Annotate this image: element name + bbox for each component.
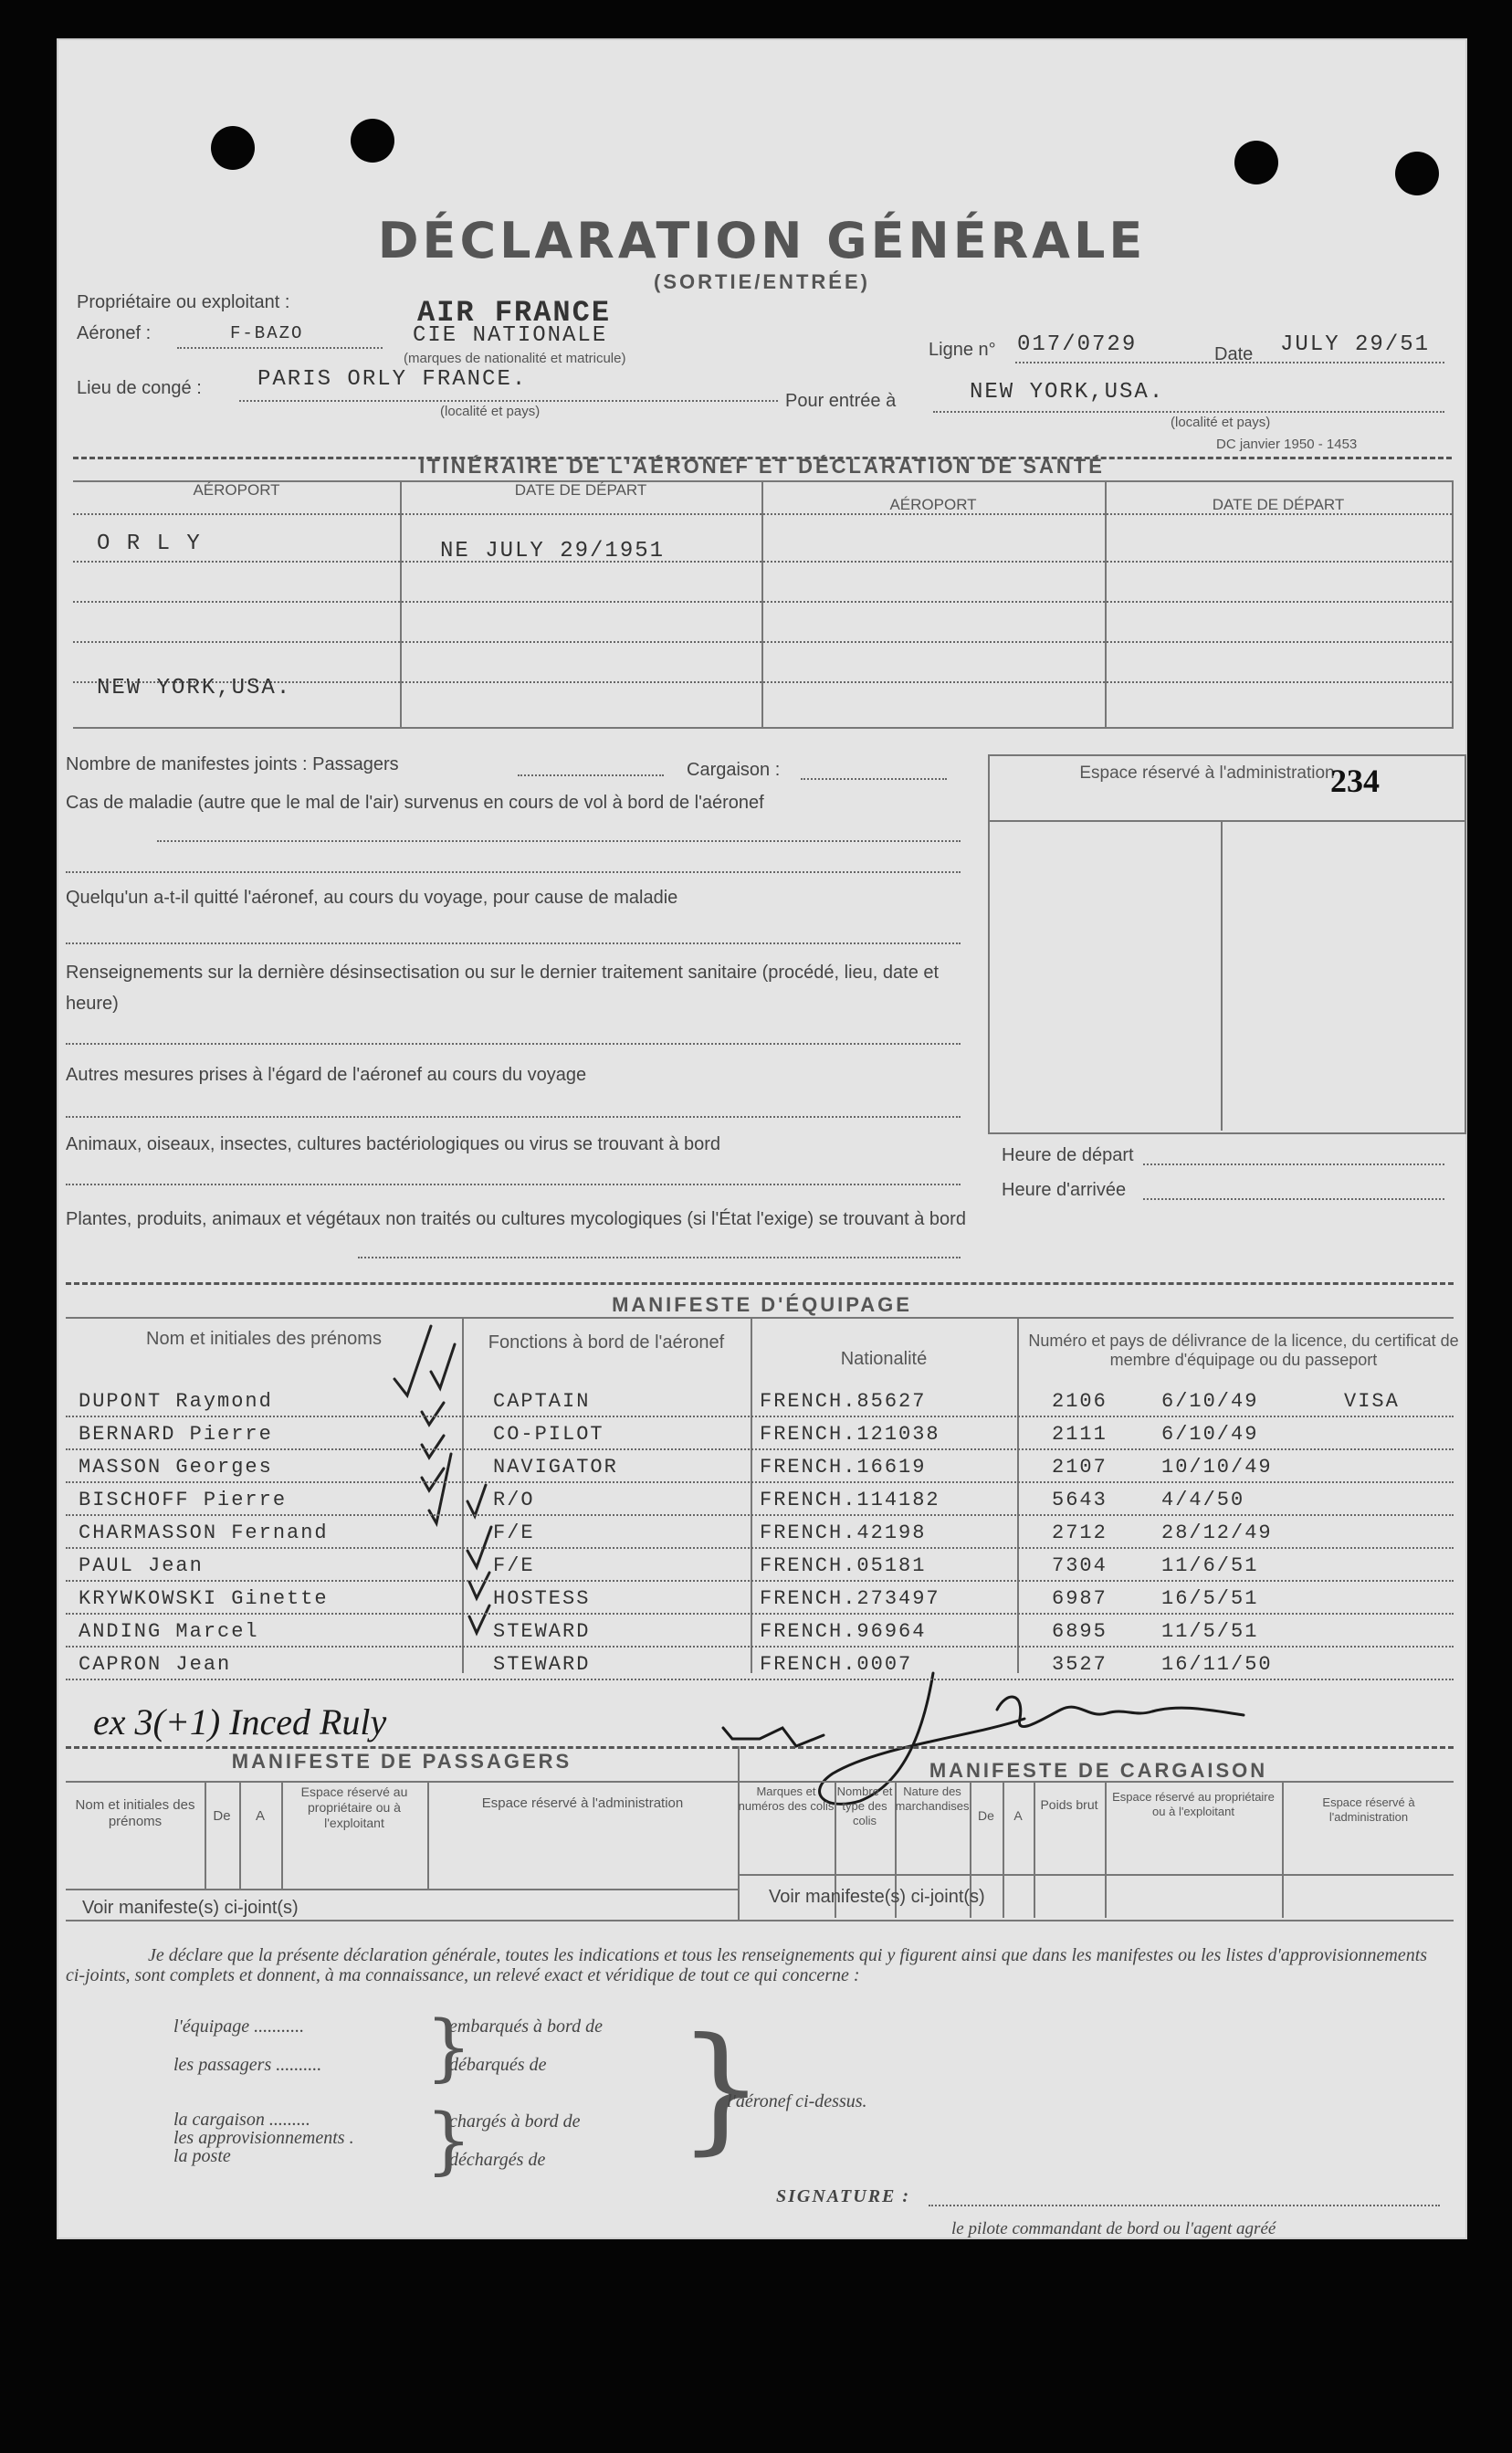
crew-row-rule — [66, 1514, 1454, 1516]
crew-col-function: Fonctions à bord de l'aéronef — [488, 1332, 725, 1353]
crew-license-date: 16/5/51 — [1161, 1587, 1259, 1610]
crew-license-date: 10/10/49 — [1161, 1456, 1273, 1479]
crew-nationality: FRENCH.96964 — [760, 1620, 927, 1643]
declaration-mail-item: la poste — [173, 2146, 231, 2166]
crew-nationality: FRENCH.273497 — [760, 1587, 940, 1610]
owner-label: Propriétaire ou exploitant : — [77, 292, 290, 312]
crew-name: BERNARD Pierre — [79, 1423, 273, 1446]
brace-icon: } — [677, 2009, 765, 2168]
document-page — [57, 38, 1467, 2239]
check-mark — [429, 1454, 451, 1523]
brace-icon: } — [425, 2098, 472, 2183]
crew-license-number: 2111 — [1052, 1423, 1108, 1446]
illness-label: Cas de maladie (autre que le mal de l'air) survenus en cours de vol à bord de l'aéronef — [66, 793, 764, 813]
signature-label: SIGNATURE : — [776, 2186, 911, 2206]
punch-hole — [1395, 152, 1439, 195]
check-mark — [467, 1485, 486, 1516]
check-mark — [394, 1326, 431, 1395]
crew-name: PAUL Jean — [79, 1554, 204, 1577]
crew-nationality: FRENCH.05181 — [760, 1554, 927, 1577]
crew-function: R/O — [493, 1489, 535, 1511]
crew-license-number: 6987 — [1052, 1587, 1108, 1610]
crew-license-date: 11/6/51 — [1161, 1554, 1259, 1577]
crew-row-rule — [66, 1679, 1454, 1680]
nationality-note: (marques de nationalité et matricule) — [404, 351, 626, 366]
cargo-col-from: De — [978, 1808, 994, 1823]
crew-name: BISCHOFF Pierre — [79, 1489, 288, 1511]
passenger-manifest-heading: MANIFESTE DE PASSAGERS — [231, 1750, 572, 1773]
departure-value: PARIS ORLY FRANCE. — [257, 367, 528, 392]
itinerary-col-date-2: DATE DE DÉPART — [1212, 496, 1345, 513]
crew-license-date: 4/4/50 — [1161, 1489, 1245, 1511]
crew-function: CAPTAIN — [493, 1390, 591, 1413]
plants-label: Plantes, produits, animaux et végétaux non traités ou cultures mycologiques (si l'État l'exige) se trouvant à bord — [66, 1209, 966, 1229]
crew-row-rule — [66, 1448, 1454, 1450]
crew-license-date: 28/12/49 — [1161, 1521, 1273, 1544]
passenger-col-to: A — [255, 1808, 265, 1824]
crew-license-date: 6/10/49 — [1161, 1390, 1259, 1413]
crew-license-date: 16/11/50 — [1161, 1653, 1273, 1676]
crew-function: F/E — [493, 1521, 535, 1544]
crew-function: F/E — [493, 1554, 535, 1577]
crew-row-rule — [66, 1613, 1454, 1615]
check-mark — [469, 1606, 489, 1633]
declaration-unloaded: déchargés de — [449, 2150, 546, 2170]
cargo-manifest-heading: MANIFESTE DE CARGAISON — [929, 1759, 1268, 1782]
declaration-aircraft: l'aéronef ci-dessus. — [727, 2091, 867, 2111]
crew-license-number: 2712 — [1052, 1521, 1108, 1544]
cargo-col-owner: Espace réservé au propriétaire ou à l'exploitant — [1112, 1790, 1275, 1818]
crew-nationality: FRENCH.85627 — [760, 1390, 927, 1413]
crew-license-number: 7304 — [1052, 1554, 1108, 1577]
itinerary-col-airport-1: AÉROPORT — [193, 481, 280, 499]
check-mark — [422, 1469, 444, 1490]
aircraft-value: F-BAZO — [230, 323, 304, 343]
left-aircraft-label: Quelqu'un a-t-il quitté l'aéronef, au cours du voyage, pour cause de maladie — [66, 888, 678, 908]
signature-note: le pilote commandant de bord ou l'agent agréé — [951, 2219, 1276, 2238]
crew-license-number: 6895 — [1052, 1620, 1108, 1643]
itinerary-airport-orly: O R L Y — [97, 532, 202, 556]
declaration-cargo-item: la cargaison ......... — [173, 2110, 310, 2130]
passenger-col-owner: Espace réservé au propriétaire ou à l'exploitant — [300, 1784, 408, 1830]
crew-name: CAPRON Jean — [79, 1653, 232, 1676]
admin-reserved-box — [988, 754, 1466, 1134]
declaration-supplies-item: les approvisionnements . — [173, 2128, 354, 2148]
entry-value: NEW YORK,USA. — [970, 380, 1165, 405]
check-mark — [431, 1344, 455, 1388]
brace-icon: } — [425, 2005, 472, 2090]
crew-row-rule — [66, 1646, 1454, 1648]
crew-manifest-heading: MANIFESTE D'ÉQUIPAGE — [612, 1293, 912, 1316]
cargo-manifests-label: Cargaison : — [687, 760, 781, 780]
check-mark — [422, 1403, 444, 1425]
crew-license-extra: VISA — [1344, 1390, 1400, 1413]
crew-license-number: 3527 — [1052, 1653, 1108, 1676]
crew-function: NAVIGATOR — [493, 1456, 618, 1479]
passenger-col-admin: Espace réservé à l'administration — [481, 1795, 684, 1811]
declaration-passengers-item: les passagers .......... — [173, 2055, 322, 2075]
declaration-crew-item: l'équipage ........... — [173, 2016, 305, 2037]
line-label: Ligne n° — [929, 340, 996, 360]
declaration-text: Je déclare que la présente déclaration générale, toutes les indications et tous les renseignements qui y figurent ainsi que dans les manifestes ou les listes d'approvisionnements ci-joints, sont complets et donnent, à ma connaissance, un relevé exact et véridique de tout ce qui concerne : — [66, 1945, 1428, 1985]
crew-nationality: FRENCH.0007 — [760, 1653, 913, 1676]
departure-locality-note: (localité et pays) — [440, 404, 541, 419]
handwritten-note: ex 3(+1) Inced Ruly — [93, 1701, 387, 1742]
crew-name: ANDING Marcel — [79, 1620, 259, 1643]
animals-label: Animaux, oiseaux, insectes, cultures bactériologiques ou virus se trouvant à bord — [66, 1134, 721, 1154]
cargo-col-nature: Nature des marchandises — [895, 1784, 970, 1813]
date-label: Date — [1214, 344, 1254, 364]
cargo-see-attached: Voir manifeste(s) ci-joint(s) — [769, 1887, 985, 1907]
cargo-col-number: Nombre et type des colis — [836, 1784, 893, 1827]
aircraft-label: Aéronef : — [77, 323, 152, 343]
crew-row-rule — [66, 1481, 1454, 1483]
declaration-loaded: chargés à bord de — [449, 2111, 581, 2132]
crew-name: MASSON Georges — [79, 1456, 273, 1479]
crew-name: KRYWKOWSKI Ginette — [79, 1587, 329, 1610]
admin-number: 234 — [1330, 763, 1380, 799]
departure-time-label: Heure de départ — [1002, 1145, 1134, 1165]
punch-hole — [1234, 141, 1278, 184]
declaration-disembarked: débarqués de — [449, 2055, 547, 2075]
entry-label: Pour entrée à — [785, 391, 897, 411]
check-mark — [469, 1573, 489, 1598]
crew-license-date: 11/5/51 — [1161, 1620, 1259, 1643]
crew-nationality: FRENCH.42198 — [760, 1521, 927, 1544]
declaration-embarked: embarqués à bord de — [449, 2016, 603, 2037]
passenger-see-attached: Voir manifeste(s) ci-joint(s) — [82, 1898, 299, 1918]
itinerary-airport-newyork: NEW YORK,USA. — [97, 676, 292, 700]
crew-license-date: 6/10/49 — [1161, 1423, 1259, 1446]
crew-nationality: FRENCH.121038 — [760, 1423, 940, 1446]
crew-nationality: FRENCH.16619 — [760, 1456, 927, 1479]
passenger-col-from: De — [213, 1808, 231, 1824]
owner-value: AIR FRANCE — [417, 296, 612, 330]
punch-hole — [211, 126, 255, 170]
decree-reference: DC janvier 1950 - 1453 — [1216, 437, 1358, 452]
passenger-col-name: Nom et initiales des prénoms — [75, 1797, 195, 1829]
crew-col-name: Nom et initiales des prénoms — [146, 1329, 382, 1349]
itinerary-date-orly: NE JULY 29/1951 — [440, 539, 666, 563]
check-mark — [422, 1436, 444, 1458]
cargo-col-weight: Poids brut — [1040, 1797, 1098, 1812]
itinerary-heading: ITINÉRAIRE DE L'AÉRONEF ET DÉCLARATION DE SANTÉ — [419, 455, 1105, 478]
itinerary-col-date-1: DATE DE DÉPART — [514, 481, 647, 499]
crew-nationality: FRENCH.114182 — [760, 1489, 940, 1511]
crew-row-rule — [66, 1580, 1454, 1582]
disinsection-label: Renseignements sur la dernière désinsectisation ou sur le dernier traitement sanitaire (procédé, lieu, date et heure) — [66, 963, 940, 1014]
other-measures-label: Autres mesures prises à l'égard de l'aéronef au cours du voyage — [66, 1065, 587, 1085]
check-marks — [376, 1308, 504, 1673]
crew-col-nationality: Nationalité — [840, 1349, 928, 1369]
crew-function: STEWARD — [493, 1653, 591, 1676]
itinerary-col-airport-2: AÉROPORT — [889, 496, 977, 513]
crew-name: DUPONT Raymond — [79, 1390, 273, 1413]
cargo-col-to: A — [1013, 1808, 1023, 1823]
crew-function: STEWARD — [493, 1620, 591, 1643]
crew-license-number: 5643 — [1052, 1489, 1108, 1511]
crew-row-rule — [66, 1547, 1454, 1549]
crew-row-rule — [66, 1416, 1454, 1417]
cargo-col-marks: Marques et numéros des colis — [738, 1784, 835, 1813]
crew-license-number: 2107 — [1052, 1456, 1108, 1479]
arrival-time-label: Heure d'arrivée — [1002, 1180, 1127, 1200]
crew-name: CHARMASSON Fernand — [79, 1521, 329, 1544]
entry-locality-note: (localité et pays) — [1171, 415, 1271, 430]
crew-function: HOSTESS — [493, 1587, 591, 1610]
line-value: 017/0729 — [1017, 332, 1138, 357]
admin-reserved-label: Espace réservé à l'administration — [1079, 763, 1335, 783]
departure-label: Lieu de congé : — [77, 378, 202, 398]
page-title: DÉCLARATION GÉNÉRALE — [377, 212, 1147, 269]
punch-hole — [351, 119, 394, 163]
crew-col-license: Numéro et pays de délivrance de la licence, du certificat de membre d'équipage ou du passeport — [1028, 1332, 1459, 1369]
crew-license-number: 2106 — [1052, 1390, 1108, 1413]
company-value: CIE NATIONALE — [413, 323, 608, 348]
manifests-label: Nombre de manifestes joints : Passagers — [66, 754, 399, 774]
crew-function: CO-PILOT — [493, 1423, 604, 1446]
page-subtitle: (SORTIE/ENTRÉE) — [654, 270, 870, 293]
cargo-col-admin: Espace réservé à l'administration — [1322, 1795, 1415, 1824]
date-value: JULY 29/51 — [1280, 332, 1431, 357]
